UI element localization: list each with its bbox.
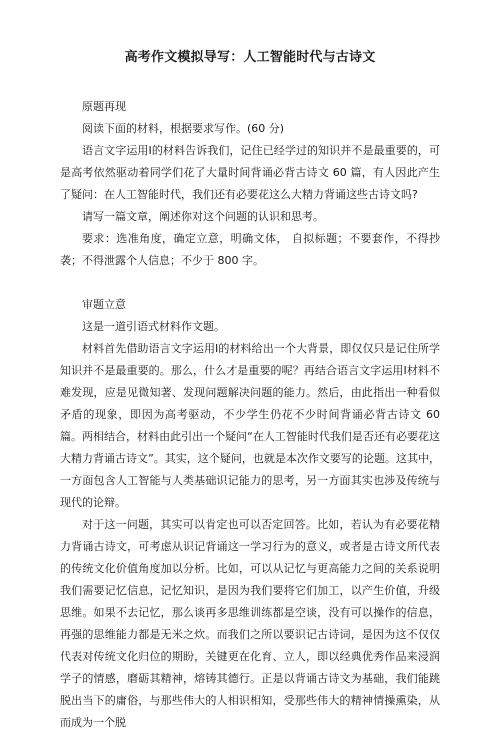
- paragraph: 语言文字运用Ⅰ的材料告诉我们，记住已经学过的知识并不是最重要的，可是高考依然驱动着同学们花了大量时间背诵必背古诗文 60 篇，有人因此产生了疑问：在人工智能时代，我们还有必要花这么大精力背诵这些古诗文吗?: [60, 144, 440, 201]
- paragraph: 这是一道引语式材料作文题。: [82, 320, 225, 333]
- paragraph: 请写一篇文章，阐述你对这个问题的认识和思考。: [82, 210, 324, 223]
- document-title: 高考作文模拟导写：人工智能时代与古诗文: [124, 50, 376, 65]
- paragraph: 阅读下面的材料，根据要求写作。(60 分): [82, 122, 285, 135]
- section-spacer: [60, 272, 440, 294]
- section-heading-topic-analysis: 审题立意: [82, 298, 126, 311]
- section-heading-original-question: 原题再现: [82, 100, 126, 113]
- paragraph: 要求：选准角度，确定立意，明确文体， 自拟标题；不要套作，不得抄袭；不得泄露个人信息；不少于 800 字。: [60, 232, 440, 267]
- paragraph: 对于这一问题，其实可以肯定也可以否定回答。比如，若认为有必要花精力背诵古诗文，可考虑从识记背诵这一学习行为的意义，或者是古诗文所代表的传统文化价值角度加以分析。比如，可以从记忆与更高能力之间的关系说明我们需要记忆信息，记忆知识，是因为我们要将它们加工，以产生价值，升级思维。如果不去记忆，那么谈再多思维训练都是空谈，没有可以操作的信息，再强的思维能力都是无米之炊。而我们之所以要识记古诗词，是因为这不仅仅代表对传统文化归位的期盼，关键更在化育、立人，即以经典优秀作品来浸润学子的情感，磨砺其精神，熔铸其德行。正是以背诵古诗文为基础，我们能跳脱出当下的庸俗，与那些伟大的人相识相知，受那些伟大的精神情操熏染，从而成为一个脱: [60, 518, 440, 729]
- paragraph: 材料首先借助语言文字运用Ⅰ的材料给出一个大背景，即仅仅只是记住所学知识并不是最重要的。那么，什么才是重要的呢？再结合语言文字运用Ⅰ材料不难发现，应是见微知著、发现问题解决问题的能力。然后，由此指出一种看似矛盾的现象，即因为高考驱动，不少学生仍花不少时间背诵必背古诗文 60 篇。两相结合，材料由此引出一个疑问“在人工智能时代我们是否还有必要花这大精力背诵古诗文”。其实，这个疑问，也就是本次作文要写的论题。这其中，一方面包含人工智能与人类基础识记能力的思考，另一方面其实也涉及传统与现代的论辩。: [60, 342, 440, 509]
